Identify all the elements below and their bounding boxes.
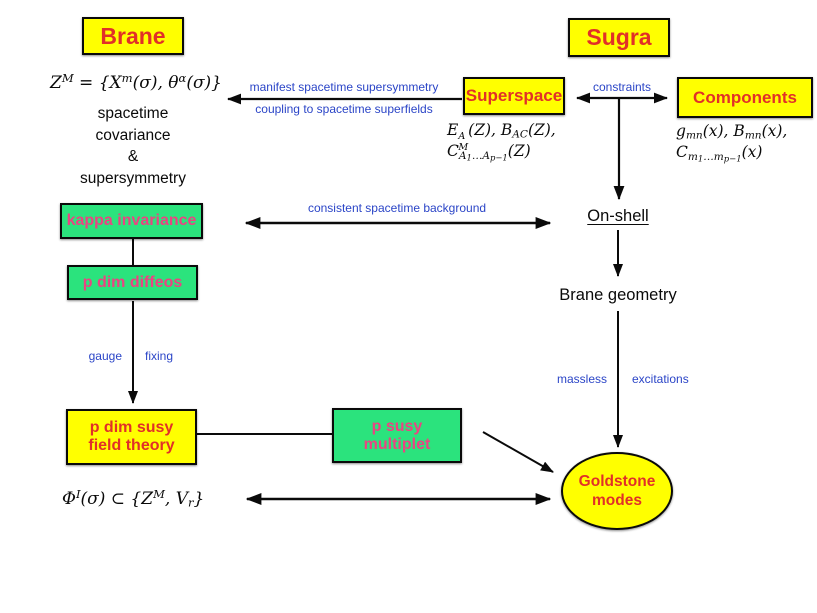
ampersand-line: & (127, 148, 139, 165)
p-dim-diffeos-label: p dim diffeos (82, 273, 183, 291)
sugra-title-box (568, 18, 670, 57)
component-fields-formula-line2: Cm1…mp−1(x) (676, 143, 763, 164)
spacetime-covariance-text (58, 103, 208, 189)
on-shell-label: On-shell (587, 207, 649, 225)
goldstone-modes-label (579, 472, 656, 510)
gauge-label: gauge (88, 349, 122, 363)
brane-title-box (82, 17, 184, 55)
massless-label: massless (556, 372, 607, 386)
consistent-background-label: consistent spacetime background (307, 201, 487, 215)
kappa-invariance-box (60, 203, 203, 239)
components-box (677, 77, 813, 118)
coupling-superfields-label: coupling to spacetime superfields (255, 102, 433, 116)
goldstone-line1: Goldstone (578, 473, 656, 490)
field-theory-line2: field theory (88, 437, 175, 454)
phi-embedding-formula: $\Phi^I(\sigma)$ ⊂ {$Z^M$, Vr} (62, 487, 205, 510)
goldstone-line2: modes (592, 492, 642, 509)
components-label: Components (693, 87, 797, 107)
field-theory-line1: p dim susy (89, 419, 174, 436)
component-fields-formula-line1: gmn(x), Bmn(x), (676, 122, 788, 142)
brane-geometry-label: Brane geometry (559, 286, 677, 304)
multiplet-line1: p susy (371, 417, 423, 435)
p-susy-multiplet-label (364, 418, 431, 454)
z-coordinates-formula: $Z^M = \{X^m(\sigma)$, $\theta^\alpha(\sigma)$} (50, 71, 222, 93)
goldstone-modes-ellipse (561, 452, 673, 530)
p-dim-diffeos-box (67, 265, 198, 300)
constraints-label: constraints (592, 80, 652, 94)
multiplet-line2: multiplet (363, 435, 431, 453)
spacetime-line: spacetime (97, 105, 169, 122)
fixing-label: fixing (145, 349, 174, 363)
manifest-supersymmetry-label: manifest spacetime supersymmetry (249, 80, 439, 94)
excitations-label: excitations (632, 372, 689, 386)
superspace-fields-formula-line1: E A M (Z), BAC(Z), (447, 121, 556, 153)
kappa-invariance-label: kappa invariance (66, 212, 197, 229)
brane-title-label: Brane (100, 22, 166, 49)
covariance-line: covariance (95, 126, 171, 144)
arrow-multiplet-to-goldstone (483, 432, 553, 472)
p-dim-susy-field-theory-box (66, 409, 197, 465)
p-susy-multiplet-box (332, 408, 462, 463)
superspace-label: Superspace (465, 86, 563, 105)
p-dim-susy-field-theory-label (88, 419, 174, 455)
superspace-box (463, 77, 565, 115)
supersymmetry-line: supersymmetry (80, 169, 186, 187)
sugra-title-label: Sugra (586, 24, 652, 50)
superspace-fields-formula-line2: CA1…Ap−1(Z) (447, 142, 531, 163)
